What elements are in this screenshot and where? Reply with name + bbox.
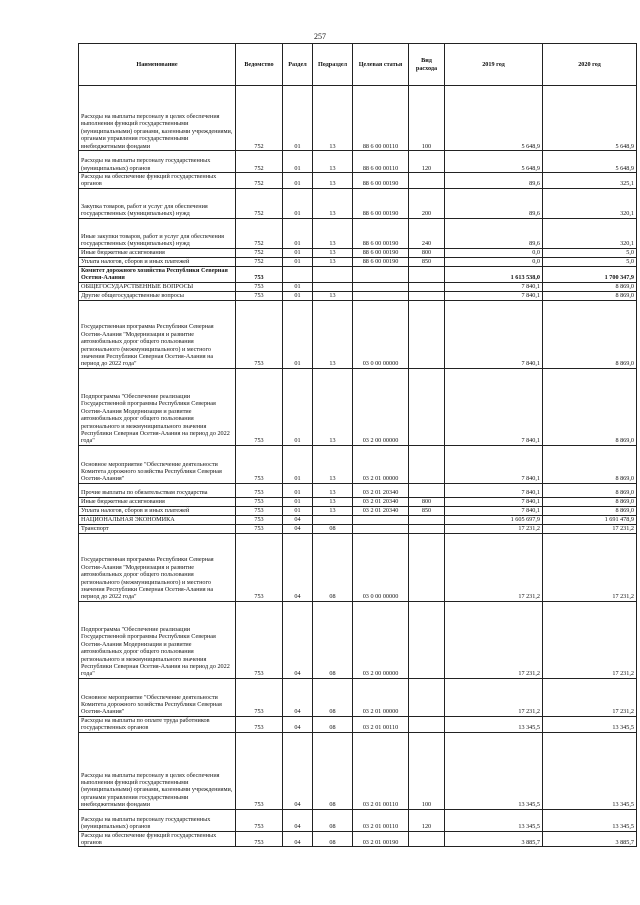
row-target-item: 88 6 00 00190 — [353, 248, 409, 257]
row-name: Расходы на обеспечение функций государственных органов — [79, 831, 236, 847]
row-subsection: 13 — [313, 445, 353, 483]
row-name: Другие общегосударственные вопросы — [79, 291, 236, 300]
row-name: Расходы на выплаты по оплате труда работников государственных органов — [79, 716, 236, 732]
row-target-item: 03 2 01 00110 — [353, 716, 409, 732]
row-subsection: 13 — [313, 173, 353, 189]
header-section: Раздел — [283, 44, 313, 86]
row-expense-type — [409, 445, 445, 483]
row-expense-type — [409, 368, 445, 445]
row-department: 753 — [236, 533, 283, 601]
row-target-item: 03 0 00 00000 — [353, 300, 409, 368]
row-subsection: 08 — [313, 732, 353, 809]
row-expense-type — [409, 716, 445, 732]
table-row — [79, 151, 637, 173]
row-target-item: 03 2 01 00190 — [353, 831, 409, 847]
row-name: Расходы на выплаты персоналу государственных (муниципальных) органов — [79, 809, 236, 831]
table-row — [79, 483, 637, 497]
row-department: 753 — [236, 809, 283, 831]
row-section: 01 — [283, 86, 313, 151]
row-target-item: 88 6 00 00110 — [353, 86, 409, 151]
row-name: Государственная программа Республики Северная Осетия-Алания "Модернизация и развитие автомобильных дорог общего пользования регионального (межмуниципального) и местного значения Республики Северная Осетия-Алания на период до 2022 года" — [79, 533, 236, 601]
row-expense-type: 240 — [409, 218, 445, 248]
row-name: Расходы на выплаты персоналу в целях обеспечения выполнения функций государственными (муниципальными) органами, казенными учреждениями, органами управления государственными внебюджетными фондами — [79, 86, 236, 151]
row-section: 01 — [283, 218, 313, 248]
table-row — [79, 368, 637, 445]
row-value-2019: 3 885,7 — [445, 831, 543, 847]
row-expense-type: 800 — [409, 248, 445, 257]
row-name: Основное мероприятие "Обеспечение деятельности Комитета дорожного хозяйства Республики Северная Осетия-Алания" — [79, 678, 236, 716]
row-subsection: 13 — [313, 497, 353, 506]
row-value-2020: 8 869,0 — [543, 282, 637, 291]
row-subsection: 13 — [313, 188, 353, 218]
row-value-2020: 8 869,0 — [543, 300, 637, 368]
row-department: 753 — [236, 291, 283, 300]
row-target-item: 03 2 00 00000 — [353, 601, 409, 678]
table-row — [79, 515, 637, 524]
row-subsection: 08 — [313, 809, 353, 831]
row-department: 753 — [236, 445, 283, 483]
header-department: Ведомство — [236, 44, 283, 86]
row-value-2020: 17 231,2 — [543, 678, 637, 716]
row-target-item: 03 2 01 00000 — [353, 445, 409, 483]
row-expense-type — [409, 291, 445, 300]
row-name: Расходы на выплаты персоналу в целях обеспечения выполнения функций государственными (муниципальными) органами, казенными учреждениями, органами управления государственными внебюджетными фондами — [79, 732, 236, 809]
row-subsection: 13 — [313, 368, 353, 445]
row-expense-type — [409, 831, 445, 847]
row-section: 04 — [283, 678, 313, 716]
row-section: 01 — [283, 445, 313, 483]
row-value-2019: 7 840,1 — [445, 282, 543, 291]
row-subsection: 13 — [313, 86, 353, 151]
row-department: 753 — [236, 515, 283, 524]
table-row — [79, 291, 637, 300]
row-value-2019: 1 605 697,9 — [445, 515, 543, 524]
row-department: 753 — [236, 497, 283, 506]
row-expense-type: 100 — [409, 86, 445, 151]
header-target-item: Целевая статья — [353, 44, 409, 86]
row-value-2020: 325,1 — [543, 173, 637, 189]
row-target-item: 88 6 00 00190 — [353, 188, 409, 218]
row-target-item — [353, 515, 409, 524]
row-expense-type: 200 — [409, 188, 445, 218]
row-section: 04 — [283, 809, 313, 831]
row-target-item: 03 2 01 20340 — [353, 497, 409, 506]
row-subsection: 13 — [313, 257, 353, 266]
row-value-2019: 7 840,1 — [445, 483, 543, 497]
row-value-2019: 7 840,1 — [445, 291, 543, 300]
table-row — [79, 601, 637, 678]
row-department: 752 — [236, 257, 283, 266]
row-department: 752 — [236, 248, 283, 257]
row-value-2020: 13 345,5 — [543, 716, 637, 732]
row-department: 753 — [236, 601, 283, 678]
row-section: 01 — [283, 300, 313, 368]
table-row — [79, 218, 637, 248]
row-department: 752 — [236, 218, 283, 248]
row-section — [283, 266, 313, 282]
row-expense-type: 800 — [409, 497, 445, 506]
row-value-2019: 0,0 — [445, 257, 543, 266]
row-name: Расходы на обеспечение функций государственных органов — [79, 173, 236, 189]
row-section: 04 — [283, 716, 313, 732]
row-name: Основное мероприятие "Обеспечение деятельности Комитета дорожного хозяйства Республики Северная Осетия-Алания" — [79, 445, 236, 483]
row-target-item: 03 2 01 00110 — [353, 732, 409, 809]
row-name: Транспорт — [79, 524, 236, 533]
table-row — [79, 524, 637, 533]
row-name: Прочие выплаты по обязательствам государства — [79, 483, 236, 497]
table-header-row — [79, 44, 637, 86]
row-target-item: 88 6 00 00190 — [353, 173, 409, 189]
row-name: Иные закупки товаров, работ и услуг для обеспечения государственных (муниципальных) нужд — [79, 218, 236, 248]
row-subsection: 08 — [313, 678, 353, 716]
row-name: Уплата налогов, сборов и иных платежей — [79, 257, 236, 266]
row-section: 04 — [283, 831, 313, 847]
row-section: 01 — [283, 506, 313, 515]
row-value-2020: 8 869,0 — [543, 497, 637, 506]
row-department: 753 — [236, 732, 283, 809]
row-value-2019: 7 840,1 — [445, 445, 543, 483]
header-year-2019: 2019 год — [445, 44, 543, 86]
row-target-item: 03 2 01 00000 — [353, 678, 409, 716]
row-section: 04 — [283, 601, 313, 678]
row-value-2019: 17 231,2 — [445, 524, 543, 533]
row-expense-type — [409, 524, 445, 533]
row-expense-type: 850 — [409, 257, 445, 266]
row-name: ОБЩЕГОСУДАРСТВЕННЫЕ ВОПРОСЫ — [79, 282, 236, 291]
row-target-item: 03 2 01 20340 — [353, 483, 409, 497]
row-section: 01 — [283, 291, 313, 300]
row-value-2019: 89,6 — [445, 188, 543, 218]
row-value-2019: 5 648,9 — [445, 151, 543, 173]
row-value-2019: 13 345,5 — [445, 732, 543, 809]
row-target-item: 03 2 01 00110 — [353, 809, 409, 831]
row-expense-type — [409, 173, 445, 189]
row-value-2020: 1 700 347,9 — [543, 266, 637, 282]
row-value-2020: 8 869,0 — [543, 506, 637, 515]
header-name: Наименование — [79, 44, 236, 86]
row-subsection — [313, 515, 353, 524]
row-subsection: 13 — [313, 300, 353, 368]
table-row — [79, 173, 637, 189]
row-value-2019: 0,0 — [445, 248, 543, 257]
row-department: 752 — [236, 151, 283, 173]
row-section: 01 — [283, 151, 313, 173]
row-subsection: 13 — [313, 218, 353, 248]
row-value-2019: 5 648,9 — [445, 86, 543, 151]
row-subsection — [313, 282, 353, 291]
row-target-item — [353, 291, 409, 300]
header-expense-type: Вид расхода — [409, 44, 445, 86]
row-department: 753 — [236, 524, 283, 533]
table-row — [79, 809, 637, 831]
header-subsection: Подраздел — [313, 44, 353, 86]
row-department: 753 — [236, 282, 283, 291]
row-section: 01 — [283, 282, 313, 291]
header-year-2020: 2020 год — [543, 44, 637, 86]
row-section: 04 — [283, 515, 313, 524]
row-value-2019: 89,6 — [445, 218, 543, 248]
row-subsection: 08 — [313, 831, 353, 847]
row-value-2019: 7 840,1 — [445, 300, 543, 368]
row-expense-type: 100 — [409, 732, 445, 809]
row-name: Иные бюджетные ассигнования — [79, 497, 236, 506]
row-target-item: 03 0 00 00000 — [353, 533, 409, 601]
row-expense-type — [409, 266, 445, 282]
row-section: 01 — [283, 248, 313, 257]
table-row — [79, 831, 637, 847]
row-value-2020: 1 691 478,9 — [543, 515, 637, 524]
row-value-2020: 5,0 — [543, 248, 637, 257]
row-subsection: 08 — [313, 533, 353, 601]
row-target-item — [353, 524, 409, 533]
row-name: Подпрограмма "Обеспечение реализации Государственной программы Республики Северная Осетия-Алания Модернизация и развитие автомобильных дорог общего пользования регионального и межмуниципального значения Республики Северная Осетия-Алания на период до 2022 года" — [79, 368, 236, 445]
row-department: 752 — [236, 188, 283, 218]
row-value-2019: 7 840,1 — [445, 497, 543, 506]
row-expense-type — [409, 515, 445, 524]
row-subsection: 08 — [313, 716, 353, 732]
page-number: 257 — [314, 32, 326, 41]
row-value-2019: 13 345,5 — [445, 716, 543, 732]
row-expense-type: 850 — [409, 506, 445, 515]
row-department: 753 — [236, 368, 283, 445]
row-value-2020: 5 648,9 — [543, 151, 637, 173]
table-row — [79, 300, 637, 368]
row-target-item — [353, 266, 409, 282]
row-name: Уплата налогов, сборов и иных платежей — [79, 506, 236, 515]
row-name: НАЦИОНАЛЬНАЯ ЭКОНОМИКА — [79, 515, 236, 524]
row-target-item: 88 6 00 00190 — [353, 218, 409, 248]
row-subsection: 13 — [313, 248, 353, 257]
row-value-2020: 17 231,2 — [543, 601, 637, 678]
row-section: 04 — [283, 732, 313, 809]
row-subsection: 13 — [313, 506, 353, 515]
row-expense-type — [409, 533, 445, 601]
row-value-2020: 13 345,5 — [543, 809, 637, 831]
row-expense-type: 120 — [409, 151, 445, 173]
table-row — [79, 257, 637, 266]
row-expense-type — [409, 678, 445, 716]
row-section: 01 — [283, 497, 313, 506]
table-row — [79, 716, 637, 732]
row-section: 01 — [283, 173, 313, 189]
row-value-2020: 8 869,0 — [543, 291, 637, 300]
table-row — [79, 445, 637, 483]
row-subsection: 13 — [313, 291, 353, 300]
row-expense-type — [409, 483, 445, 497]
row-department: 753 — [236, 483, 283, 497]
row-section: 01 — [283, 257, 313, 266]
row-name: Расходы на выплаты персоналу государственных (муниципальных) органов — [79, 151, 236, 173]
row-section: 01 — [283, 188, 313, 218]
row-expense-type: 120 — [409, 809, 445, 831]
row-value-2019: 13 345,5 — [445, 809, 543, 831]
row-department: 753 — [236, 716, 283, 732]
row-subsection: 08 — [313, 524, 353, 533]
row-subsection: 13 — [313, 151, 353, 173]
budget-table — [78, 43, 637, 847]
row-section: 04 — [283, 524, 313, 533]
row-target-item: 88 6 00 00110 — [353, 151, 409, 173]
row-department: 753 — [236, 300, 283, 368]
row-target-item — [353, 282, 409, 291]
row-expense-type — [409, 601, 445, 678]
row-department: 753 — [236, 266, 283, 282]
row-value-2020: 320,1 — [543, 188, 637, 218]
row-target-item: 03 2 01 20340 — [353, 506, 409, 515]
row-name: Иные бюджетные ассигнования — [79, 248, 236, 257]
row-value-2020: 13 345,5 — [543, 732, 637, 809]
row-value-2019: 89,6 — [445, 173, 543, 189]
row-value-2019: 17 231,2 — [445, 533, 543, 601]
row-department: 752 — [236, 86, 283, 151]
row-expense-type — [409, 300, 445, 368]
table-row — [79, 248, 637, 257]
row-section: 04 — [283, 533, 313, 601]
table-row — [79, 266, 637, 282]
table-row — [79, 86, 637, 151]
row-target-item: 03 2 00 00000 — [353, 368, 409, 445]
row-value-2019: 17 231,2 — [445, 678, 543, 716]
row-section: 01 — [283, 368, 313, 445]
table-row — [79, 188, 637, 218]
row-name: Подпрограмма "Обеспечение реализации Государственной программы Республики Северная Осетия-Алания Модернизация и развитие автомобильных дорог общего пользования регионального и межмуниципального значения Республики Северная Осетия-Алания на период до 2022 года" — [79, 601, 236, 678]
row-value-2019: 1 613 538,0 — [445, 266, 543, 282]
row-target-item: 88 6 00 00190 — [353, 257, 409, 266]
row-value-2020: 8 869,0 — [543, 483, 637, 497]
row-expense-type — [409, 282, 445, 291]
table-row — [79, 497, 637, 506]
row-value-2020: 5 648,9 — [543, 86, 637, 151]
row-name: Комитет дорожного хозяйства Республики Северная Осетия-Алания — [79, 266, 236, 282]
table-row — [79, 506, 637, 515]
table-row — [79, 678, 637, 716]
row-value-2020: 3 885,7 — [543, 831, 637, 847]
row-value-2020: 5,0 — [543, 257, 637, 266]
row-value-2019: 17 231,2 — [445, 601, 543, 678]
table-row — [79, 533, 637, 601]
row-name: Государственная программа Республики Северная Осетия-Алания "Модернизация и развитие автомобильных дорог общего пользования регионального (межмуниципального) и местного значения Республики Северная Осетия-Алания на период до 2022 года" — [79, 300, 236, 368]
row-section: 01 — [283, 483, 313, 497]
row-subsection: 13 — [313, 483, 353, 497]
row-name: Закупка товаров, работ и услуг для обеспечения государственных (муниципальных) нужд — [79, 188, 236, 218]
row-value-2019: 7 840,1 — [445, 506, 543, 515]
row-department: 753 — [236, 506, 283, 515]
table-row — [79, 732, 637, 809]
row-value-2020: 17 231,2 — [543, 533, 637, 601]
row-value-2019: 7 840,1 — [445, 368, 543, 445]
row-value-2020: 17 231,2 — [543, 524, 637, 533]
row-subsection: 08 — [313, 601, 353, 678]
table-row — [79, 282, 637, 291]
row-value-2020: 8 869,0 — [543, 445, 637, 483]
row-subsection — [313, 266, 353, 282]
row-department: 752 — [236, 173, 283, 189]
row-department: 753 — [236, 678, 283, 716]
row-department: 753 — [236, 831, 283, 847]
row-value-2020: 8 869,0 — [543, 368, 637, 445]
row-value-2020: 320,1 — [543, 218, 637, 248]
